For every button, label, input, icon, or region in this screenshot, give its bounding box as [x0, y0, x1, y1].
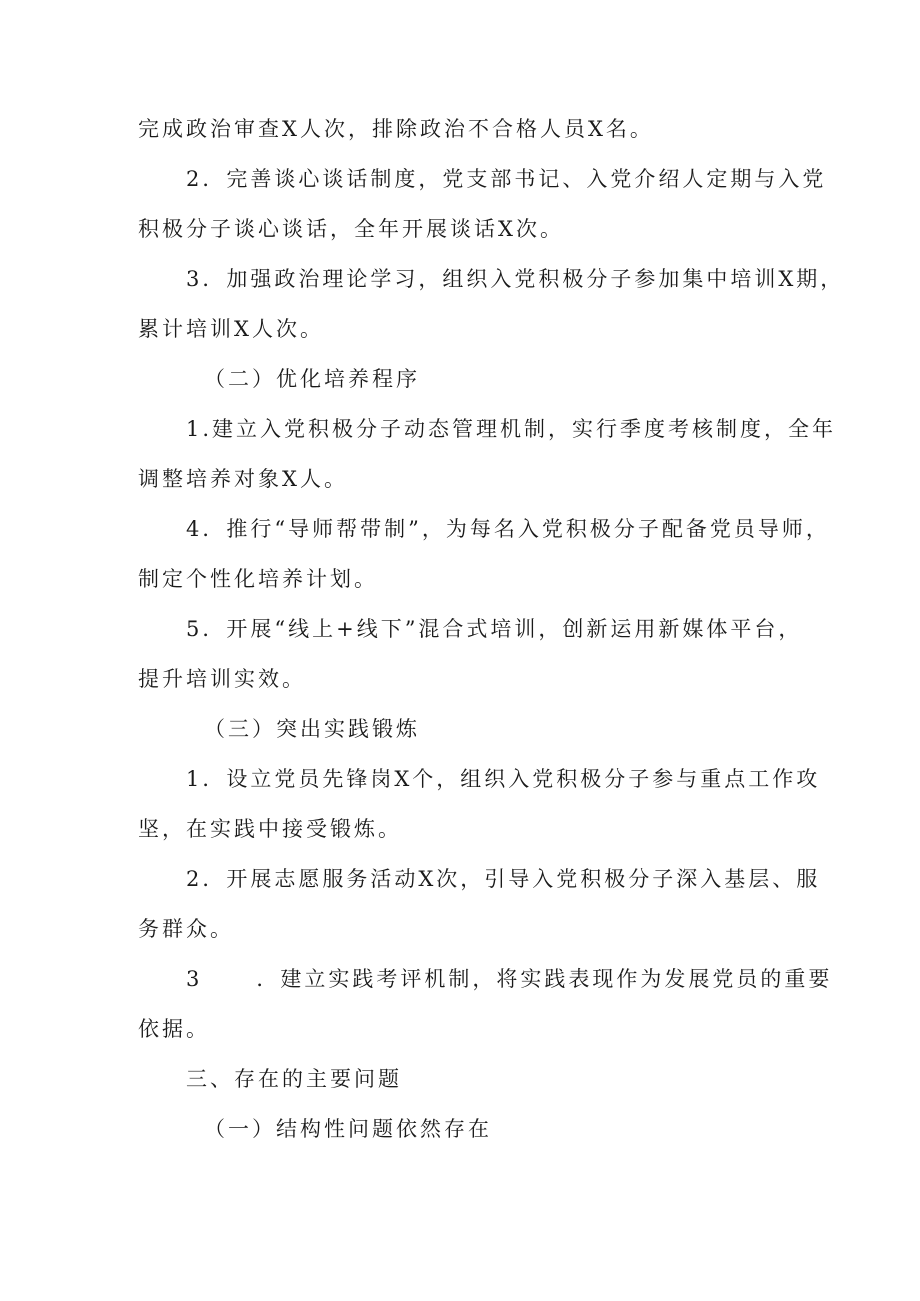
- paragraph-line: 3．加强政治理论学习，组织入党积极分子参加集中培训X期，: [186, 267, 845, 291]
- paragraph-line: 1.建立入党积极分子动态管理机制，实行季度考核制度，全年: [186, 417, 837, 441]
- paragraph-line: 4．推行“导师帮带制”，为每名入党积极分子配备党员导师，: [186, 517, 830, 541]
- item-text: ．建立实践考评机制，将实践表现作为发展党员的重要: [256, 967, 833, 991]
- chapter-heading: 三、存在的主要问题: [186, 1067, 402, 1091]
- paragraph-line: 2．完善谈心谈话制度，党支部书记、入党介绍人定期与入党: [186, 167, 827, 191]
- paragraph-line: 累计培训X人次。: [138, 317, 324, 341]
- paragraph-line: 依据。: [138, 1017, 210, 1041]
- paragraph-line: 务群众。: [138, 917, 234, 941]
- section-heading: （二）优化培养程序: [204, 367, 420, 391]
- paragraph-line: 制定个性化培养计划。: [138, 567, 378, 591]
- paragraph-line: 提升培训实效。: [138, 667, 306, 691]
- paragraph-line: 2．开展志愿服务活动X次，引导入党积极分子深入基层、服: [186, 867, 821, 891]
- paragraph-line: 完成政治审查X人次，排除政治不合格人员X名。: [138, 117, 654, 141]
- paragraph-line: [186, 964, 832, 994]
- item-number: 3: [186, 967, 203, 991]
- paragraph-line: 1．设立党员先锋岗X个，组织入党积极分子参与重点工作攻: [186, 767, 821, 791]
- paragraph-line: 积极分子谈心谈话，全年开展谈话X次。: [138, 217, 564, 241]
- section-heading: （三）突出实践锻炼: [204, 717, 420, 741]
- paragraph-line: 坚，在实践中接受锻炼。: [138, 817, 402, 841]
- section-heading: （一）结构性问题依然存在: [204, 1117, 492, 1141]
- paragraph-line: 调整培养对象X人。: [138, 467, 348, 491]
- paragraph-line: 5．开展“线上+线下”混合式培训，创新运用新媒体平台，: [186, 617, 803, 641]
